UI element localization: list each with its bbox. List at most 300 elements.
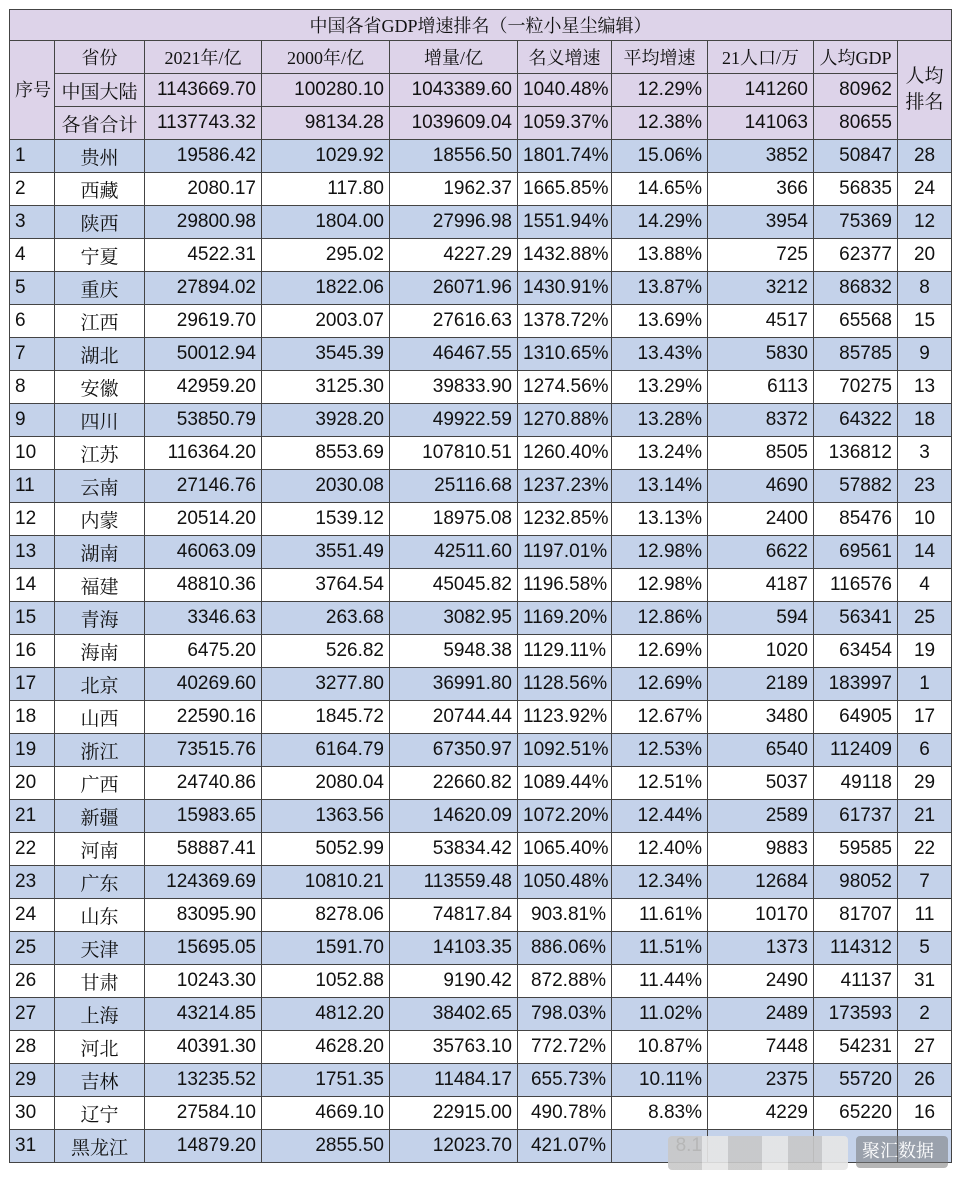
cell-nominal-growth: 1232.85% — [518, 503, 612, 536]
cell-avg-growth: 14.65% — [612, 173, 708, 206]
header-index: 序号 — [10, 41, 55, 140]
cell-per-capita-rank: 5 — [898, 932, 952, 965]
cell-avg-growth: 12.69% — [612, 668, 708, 701]
cell-gdp2000: 3551.49 — [262, 536, 390, 569]
cell-avg-growth: 13.69% — [612, 305, 708, 338]
table-row — [10, 1097, 952, 1130]
cell-avg-growth: 12.98% — [612, 536, 708, 569]
cell-nominal-growth: 798.03% — [518, 998, 612, 1031]
cell-index: 18 — [10, 701, 55, 734]
table-row — [10, 998, 952, 1031]
cell-per-capita-rank: 18 — [898, 404, 952, 437]
cell-avg-growth: 12.44% — [612, 800, 708, 833]
cell-per-capita-rank: 19 — [898, 635, 952, 668]
cell-gdp2000: 4669.10 — [262, 1097, 390, 1130]
cell-avg-growth: 12.40% — [612, 833, 708, 866]
cell-nominal-growth: 1196.58% — [518, 569, 612, 602]
cell-index: 29 — [10, 1064, 55, 1097]
summary-pop: 141063 — [708, 107, 814, 140]
table-row — [10, 569, 952, 602]
cell-province: 湖北 — [55, 338, 145, 371]
cell-index: 14 — [10, 569, 55, 602]
cell-index: 26 — [10, 965, 55, 998]
cell-increase: 18975.08 — [390, 503, 518, 536]
table-row — [10, 371, 952, 404]
cell-per-capita: 54231 — [814, 1031, 898, 1064]
cell-nominal-growth: 655.73% — [518, 1064, 612, 1097]
cell-per-capita: 50847 — [814, 140, 898, 173]
cell-gdp2021: 29619.70 — [145, 305, 262, 338]
cell-province: 陕西 — [55, 206, 145, 239]
cell-index: 30 — [10, 1097, 55, 1130]
cell-province: 浙江 — [55, 734, 145, 767]
cell-gdp2021: 3346.63 — [145, 602, 262, 635]
cell-province: 青海 — [55, 602, 145, 635]
cell-index: 24 — [10, 899, 55, 932]
cell-per-capita-rank: 14 — [898, 536, 952, 569]
cell-population: 4690 — [708, 470, 814, 503]
cell-increase: 4227.29 — [390, 239, 518, 272]
cell-per-capita: 65220 — [814, 1097, 898, 1130]
table-title: 中国各省GDP增速排名（一粒小星尘编辑） — [10, 10, 952, 41]
cell-per-capita-rank: 22 — [898, 833, 952, 866]
cell-gdp2000: 1052.88 — [262, 965, 390, 998]
table-row — [10, 503, 952, 536]
cell-province: 贵州 — [55, 140, 145, 173]
cell-index: 28 — [10, 1031, 55, 1064]
cell-increase: 9190.42 — [390, 965, 518, 998]
summary-gdp2000: 98134.28 — [262, 107, 390, 140]
cell-increase: 45045.82 — [390, 569, 518, 602]
cell-per-capita-rank: 17 — [898, 701, 952, 734]
cell-population: 3954 — [708, 206, 814, 239]
cell-index: 7 — [10, 338, 55, 371]
table-row — [10, 932, 952, 965]
cell-increase: 46467.55 — [390, 338, 518, 371]
cell-gdp2021: 48810.36 — [145, 569, 262, 602]
cell-population: 4517 — [708, 305, 814, 338]
cell-index: 19 — [10, 734, 55, 767]
cell-per-capita-rank: 13 — [898, 371, 952, 404]
cell-nominal-growth: 1430.91% — [518, 272, 612, 305]
cell-index: 23 — [10, 866, 55, 899]
cell-gdp2021: 24740.86 — [145, 767, 262, 800]
table-row — [10, 305, 952, 338]
header-province: 省份 — [55, 41, 145, 74]
header-gdp2000: 2000年/亿 — [262, 41, 390, 74]
cell-province: 黑龙江 — [55, 1130, 145, 1163]
cell-index: 11 — [10, 470, 55, 503]
cell-avg-growth: 12.86% — [612, 602, 708, 635]
cell-gdp2000: 1539.12 — [262, 503, 390, 536]
table-row — [10, 206, 952, 239]
table-row — [10, 470, 952, 503]
cell-nominal-growth: 1065.40% — [518, 833, 612, 866]
cell-gdp2021: 27584.10 — [145, 1097, 262, 1130]
header-nominal-growth: 名义增速 — [518, 41, 612, 74]
cell-gdp2000: 8278.06 — [262, 899, 390, 932]
cell-nominal-growth: 1123.92% — [518, 701, 612, 734]
cell-avg-growth: 13.87% — [612, 272, 708, 305]
cell-nominal-growth: 1801.74% — [518, 140, 612, 173]
cell-gdp2000: 5052.99 — [262, 833, 390, 866]
table-row — [10, 173, 952, 206]
cell-gdp2000: 1591.70 — [262, 932, 390, 965]
cell-population: 7448 — [708, 1031, 814, 1064]
cell-per-capita: 183997 — [814, 668, 898, 701]
cell-gdp2000: 1363.56 — [262, 800, 390, 833]
cell-avg-growth: 13.43% — [612, 338, 708, 371]
cell-index: 9 — [10, 404, 55, 437]
cell-per-capita-rank: 2 — [898, 998, 952, 1031]
cell-gdp2021: 10243.30 — [145, 965, 262, 998]
cell-gdp2000: 3928.20 — [262, 404, 390, 437]
cell-index: 31 — [10, 1130, 55, 1163]
cell-province: 广西 — [55, 767, 145, 800]
cell-index: 1 — [10, 140, 55, 173]
cell-gdp2021: 4522.31 — [145, 239, 262, 272]
cell-gdp2021: 42959.20 — [145, 371, 262, 404]
cell-index: 17 — [10, 668, 55, 701]
header-population: 21人口/万 — [708, 41, 814, 74]
cell-increase: 42511.60 — [390, 536, 518, 569]
cell-gdp2000: 2080.04 — [262, 767, 390, 800]
cell-nominal-growth: 1274.56% — [518, 371, 612, 404]
cell-increase: 5948.38 — [390, 635, 518, 668]
cell-nominal-growth: 1072.20% — [518, 800, 612, 833]
cell-per-capita: 62377 — [814, 239, 898, 272]
cell-increase: 27996.98 — [390, 206, 518, 239]
cell-index: 4 — [10, 239, 55, 272]
cell-gdp2021: 27146.76 — [145, 470, 262, 503]
cell-per-capita: 85785 — [814, 338, 898, 371]
cell-population: 2490 — [708, 965, 814, 998]
cell-per-capita: 65568 — [814, 305, 898, 338]
table-row — [10, 701, 952, 734]
cell-increase: 36991.80 — [390, 668, 518, 701]
cell-nominal-growth: 1169.20% — [518, 602, 612, 635]
summary-name: 各省合计 — [55, 107, 145, 140]
cell-population: 2400 — [708, 503, 814, 536]
cell-per-capita: 114312 — [814, 932, 898, 965]
cell-avg-growth: 12.34% — [612, 866, 708, 899]
cell-gdp2021: 2080.17 — [145, 173, 262, 206]
cell-index: 2 — [10, 173, 55, 206]
table-row — [10, 602, 952, 635]
cell-gdp2000: 295.02 — [262, 239, 390, 272]
cell-increase: 49922.59 — [390, 404, 518, 437]
cell-per-capita: 64905 — [814, 701, 898, 734]
cell-population: 1020 — [708, 635, 814, 668]
cell-per-capita-rank: 21 — [898, 800, 952, 833]
cell-index: 25 — [10, 932, 55, 965]
cell-population: 3852 — [708, 140, 814, 173]
cell-nominal-growth: 872.88% — [518, 965, 612, 998]
cell-increase: 53834.42 — [390, 833, 518, 866]
cell-gdp2021: 22590.16 — [145, 701, 262, 734]
header-gdp2021: 2021年/亿 — [145, 41, 262, 74]
cell-gdp2021: 83095.90 — [145, 899, 262, 932]
cell-per-capita-rank: 6 — [898, 734, 952, 767]
watermark-blur — [668, 1136, 848, 1170]
cell-increase: 14620.09 — [390, 800, 518, 833]
cell-index: 21 — [10, 800, 55, 833]
cell-per-capita-rank: 29 — [898, 767, 952, 800]
cell-per-capita-rank: 25 — [898, 602, 952, 635]
cell-gdp2021: 6475.20 — [145, 635, 262, 668]
cell-avg-growth: 12.69% — [612, 635, 708, 668]
cell-nominal-growth: 1665.85% — [518, 173, 612, 206]
cell-per-capita: 56341 — [814, 602, 898, 635]
cell-per-capita: 86832 — [814, 272, 898, 305]
cell-nominal-growth: 772.72% — [518, 1031, 612, 1064]
cell-avg-growth: 11.02% — [612, 998, 708, 1031]
cell-per-capita-rank: 26 — [898, 1064, 952, 1097]
table-row — [10, 140, 952, 173]
cell-increase: 18556.50 — [390, 140, 518, 173]
gdp-growth-table — [9, 9, 952, 1163]
cell-nominal-growth: 1237.23% — [518, 470, 612, 503]
cell-per-capita: 85476 — [814, 503, 898, 536]
cell-gdp2021: 53850.79 — [145, 404, 262, 437]
cell-gdp2021: 13235.52 — [145, 1064, 262, 1097]
cell-gdp2021: 40391.30 — [145, 1031, 262, 1064]
cell-increase: 25116.68 — [390, 470, 518, 503]
cell-per-capita: 55720 — [814, 1064, 898, 1097]
cell-increase: 26071.96 — [390, 272, 518, 305]
cell-index: 20 — [10, 767, 55, 800]
cell-per-capita-rank: 7 — [898, 866, 952, 899]
table-row — [10, 1064, 952, 1097]
header-per-capita: 人均GDP — [814, 41, 898, 74]
table-row — [10, 833, 952, 866]
table-row — [10, 899, 952, 932]
cell-per-capita-rank: 31 — [898, 965, 952, 998]
table-row — [10, 272, 952, 305]
cell-index: 5 — [10, 272, 55, 305]
cell-index: 6 — [10, 305, 55, 338]
table-row — [10, 734, 952, 767]
cell-province: 甘肃 — [55, 965, 145, 998]
cell-per-capita-rank: 10 — [898, 503, 952, 536]
summary-avg: 12.29% — [612, 74, 708, 107]
cell-per-capita-rank: 4 — [898, 569, 952, 602]
cell-increase: 1962.37 — [390, 173, 518, 206]
cell-increase: 38402.65 — [390, 998, 518, 1031]
cell-population: 2189 — [708, 668, 814, 701]
cell-population: 594 — [708, 602, 814, 635]
cell-province: 辽宁 — [55, 1097, 145, 1130]
cell-per-capita-rank: 15 — [898, 305, 952, 338]
summary-increase: 1039609.04 — [390, 107, 518, 140]
cell-nominal-growth: 1129.11% — [518, 635, 612, 668]
cell-per-capita: 41137 — [814, 965, 898, 998]
cell-population: 8505 — [708, 437, 814, 470]
table-row — [10, 536, 952, 569]
cell-nominal-growth: 490.78% — [518, 1097, 612, 1130]
table-row — [10, 800, 952, 833]
cell-per-capita-rank: 12 — [898, 206, 952, 239]
cell-gdp2000: 1751.35 — [262, 1064, 390, 1097]
cell-population: 2589 — [708, 800, 814, 833]
cell-increase: 113559.48 — [390, 866, 518, 899]
cell-per-capita: 173593 — [814, 998, 898, 1031]
cell-index: 8 — [10, 371, 55, 404]
cell-per-capita-rank: 16 — [898, 1097, 952, 1130]
cell-avg-growth: 12.98% — [612, 569, 708, 602]
summary-avg: 12.38% — [612, 107, 708, 140]
cell-per-capita-rank: 20 — [898, 239, 952, 272]
cell-avg-growth: 10.87% — [612, 1031, 708, 1064]
cell-nominal-growth: 1551.94% — [518, 206, 612, 239]
cell-province: 新疆 — [55, 800, 145, 833]
cell-avg-growth: 15.06% — [612, 140, 708, 173]
cell-increase: 3082.95 — [390, 602, 518, 635]
cell-gdp2021: 20514.20 — [145, 503, 262, 536]
cell-population: 6113 — [708, 371, 814, 404]
cell-province: 西藏 — [55, 173, 145, 206]
cell-gdp2000: 8553.69 — [262, 437, 390, 470]
cell-province: 北京 — [55, 668, 145, 701]
cell-per-capita-rank: 3 — [898, 437, 952, 470]
cell-per-capita: 70275 — [814, 371, 898, 404]
cell-nominal-growth: 1092.51% — [518, 734, 612, 767]
cell-population: 2375 — [708, 1064, 814, 1097]
cell-gdp2000: 1845.72 — [262, 701, 390, 734]
cell-increase: 22660.82 — [390, 767, 518, 800]
table-row — [10, 239, 952, 272]
cell-gdp2000: 4628.20 — [262, 1031, 390, 1064]
cell-per-capita: 57882 — [814, 470, 898, 503]
cell-avg-growth: 8.83% — [612, 1097, 708, 1130]
cell-gdp2021: 15983.65 — [145, 800, 262, 833]
cell-province: 河南 — [55, 833, 145, 866]
cell-province: 宁夏 — [55, 239, 145, 272]
cell-gdp2021: 58887.41 — [145, 833, 262, 866]
table-row — [10, 635, 952, 668]
cell-gdp2000: 117.80 — [262, 173, 390, 206]
cell-gdp2021: 29800.98 — [145, 206, 262, 239]
gdp-table-sheet — [9, 9, 951, 1163]
cell-per-capita: 56835 — [814, 173, 898, 206]
cell-province: 云南 — [55, 470, 145, 503]
cell-per-capita-rank: 23 — [898, 470, 952, 503]
cell-nominal-growth: 1270.88% — [518, 404, 612, 437]
cell-nominal-growth: 1310.65% — [518, 338, 612, 371]
cell-province: 福建 — [55, 569, 145, 602]
cell-gdp2021: 50012.94 — [145, 338, 262, 371]
cell-gdp2000: 1822.06 — [262, 272, 390, 305]
cell-per-capita-rank: 1 — [898, 668, 952, 701]
cell-population: 1373 — [708, 932, 814, 965]
cell-index: 12 — [10, 503, 55, 536]
cell-gdp2021: 46063.09 — [145, 536, 262, 569]
cell-per-capita: 81707 — [814, 899, 898, 932]
cell-per-capita-rank: 27 — [898, 1031, 952, 1064]
cell-gdp2021: 27894.02 — [145, 272, 262, 305]
cell-per-capita: 69561 — [814, 536, 898, 569]
cell-per-capita: 136812 — [814, 437, 898, 470]
table-row — [10, 404, 952, 437]
cell-per-capita: 61737 — [814, 800, 898, 833]
cell-gdp2000: 263.68 — [262, 602, 390, 635]
cell-per-capita: 98052 — [814, 866, 898, 899]
cell-per-capita-rank: 9 — [898, 338, 952, 371]
cell-gdp2000: 1029.92 — [262, 140, 390, 173]
cell-increase: 27616.63 — [390, 305, 518, 338]
cell-nominal-growth: 1128.56% — [518, 668, 612, 701]
cell-increase: 39833.90 — [390, 371, 518, 404]
cell-gdp2000: 4812.20 — [262, 998, 390, 1031]
cell-gdp2000: 3277.80 — [262, 668, 390, 701]
cell-population: 4229 — [708, 1097, 814, 1130]
cell-avg-growth: 13.88% — [612, 239, 708, 272]
table-row — [10, 767, 952, 800]
cell-per-capita: 59585 — [814, 833, 898, 866]
cell-avg-growth: 12.53% — [612, 734, 708, 767]
cell-gdp2021: 124369.69 — [145, 866, 262, 899]
summary-nominal: 1040.48% — [518, 74, 612, 107]
cell-nominal-growth: 886.06% — [518, 932, 612, 965]
cell-gdp2021: 43214.85 — [145, 998, 262, 1031]
cell-province: 吉林 — [55, 1064, 145, 1097]
cell-province: 内蒙 — [55, 503, 145, 536]
table-row — [10, 338, 952, 371]
cell-gdp2000: 1804.00 — [262, 206, 390, 239]
cell-province: 四川 — [55, 404, 145, 437]
summary-increase: 1043389.60 — [390, 74, 518, 107]
cell-per-capita-rank: 24 — [898, 173, 952, 206]
cell-province: 江苏 — [55, 437, 145, 470]
cell-province: 湖南 — [55, 536, 145, 569]
cell-population: 8372 — [708, 404, 814, 437]
cell-avg-growth: 14.29% — [612, 206, 708, 239]
cell-gdp2000: 3764.54 — [262, 569, 390, 602]
cell-population: 725 — [708, 239, 814, 272]
cell-per-capita-rank: 11 — [898, 899, 952, 932]
cell-index: 10 — [10, 437, 55, 470]
cell-nominal-growth: 1197.01% — [518, 536, 612, 569]
cell-increase: 11484.17 — [390, 1064, 518, 1097]
cell-province: 安徽 — [55, 371, 145, 404]
cell-nominal-growth: 1050.48% — [518, 866, 612, 899]
cell-increase: 14103.35 — [390, 932, 518, 965]
cell-gdp2000: 3125.30 — [262, 371, 390, 404]
cell-population: 4187 — [708, 569, 814, 602]
cell-population: 3480 — [708, 701, 814, 734]
cell-increase: 74817.84 — [390, 899, 518, 932]
cell-avg-growth: 13.29% — [612, 371, 708, 404]
cell-increase: 67350.97 — [390, 734, 518, 767]
cell-population: 6622 — [708, 536, 814, 569]
summary-name: 中国大陆 — [55, 74, 145, 107]
cell-per-capita: 64322 — [814, 404, 898, 437]
cell-nominal-growth: 1432.88% — [518, 239, 612, 272]
cell-province: 河北 — [55, 1031, 145, 1064]
cell-gdp2021: 14879.20 — [145, 1130, 262, 1163]
cell-avg-growth: 13.28% — [612, 404, 708, 437]
cell-province: 广东 — [55, 866, 145, 899]
cell-gdp2021: 15695.05 — [145, 932, 262, 965]
summary-nominal: 1059.37% — [518, 107, 612, 140]
cell-nominal-growth: 421.07% — [518, 1130, 612, 1163]
cell-avg-growth: 12.67% — [612, 701, 708, 734]
cell-gdp2021: 73515.76 — [145, 734, 262, 767]
cell-per-capita: 116576 — [814, 569, 898, 602]
cell-avg-growth: 13.24% — [612, 437, 708, 470]
cell-population: 5037 — [708, 767, 814, 800]
table-row — [10, 437, 952, 470]
